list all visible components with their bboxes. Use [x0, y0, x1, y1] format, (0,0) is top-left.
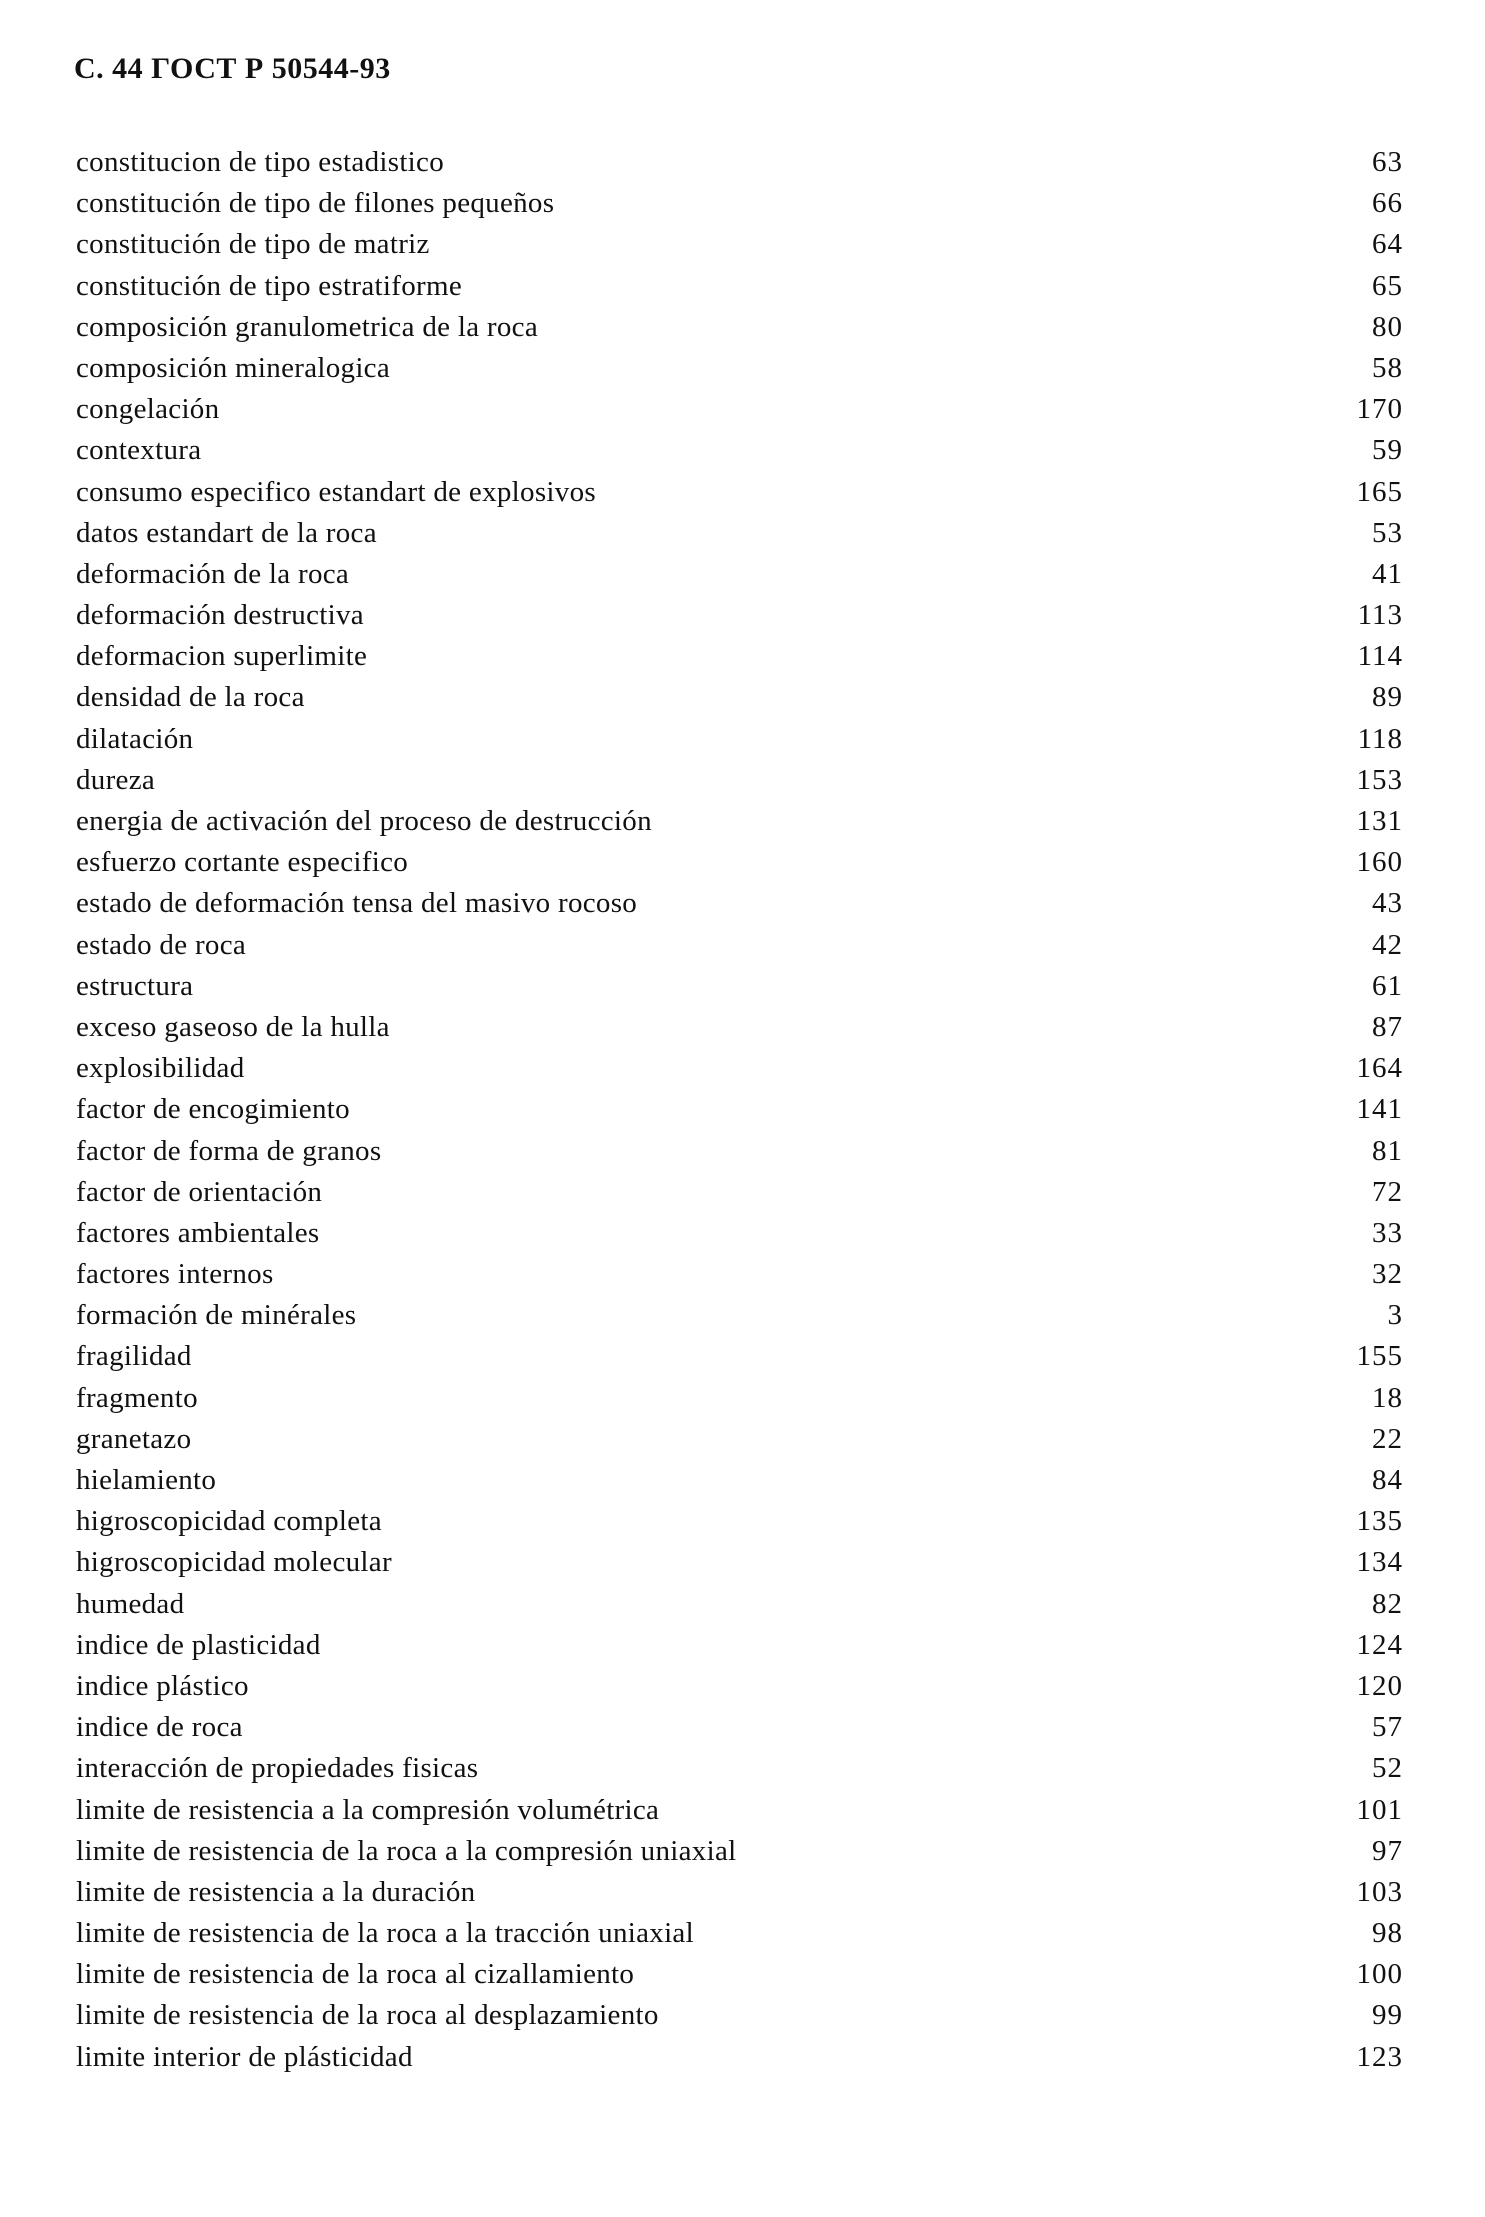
index-term: fragmento	[76, 1381, 198, 1414]
index-term: factor de encogimiento	[76, 1093, 350, 1126]
index-entry	[76, 1666, 1403, 1707]
index-entry	[76, 1995, 1403, 2036]
index-entry	[76, 1172, 1403, 1213]
index-entry	[76, 1501, 1403, 1542]
index-entry	[76, 719, 1403, 760]
index-page-number: 82	[1372, 1587, 1403, 1620]
index-entry	[76, 224, 1403, 265]
index-page-number: 87	[1372, 1010, 1403, 1043]
index-term: fragilidad	[76, 1340, 192, 1373]
index-entry	[76, 1213, 1403, 1254]
index-page-number: 66	[1372, 187, 1403, 220]
index-entry	[76, 1378, 1403, 1419]
index-term: exceso gaseoso de la hulla	[76, 1010, 390, 1043]
index-page-number: 80	[1372, 310, 1403, 343]
index-entry	[76, 266, 1403, 307]
index-term: estructura	[76, 969, 194, 1002]
index-page-number: 99	[1372, 1999, 1403, 2032]
index-term: limite de resistencia de la roca al cizallamiento	[76, 1958, 635, 1991]
index-entry	[76, 554, 1403, 595]
index-page-number: 141	[1356, 1093, 1403, 1126]
index-page-number: 120	[1356, 1669, 1403, 1702]
index-page-number: 98	[1372, 1917, 1403, 1950]
index-page-number: 164	[1356, 1052, 1403, 1085]
index-entry	[76, 1295, 1403, 1336]
index-page-number: 101	[1356, 1793, 1403, 1826]
index-entry	[76, 1048, 1403, 1089]
index-entry	[76, 1419, 1403, 1460]
index-page-number: 170	[1356, 393, 1403, 426]
index-page-number: 153	[1356, 763, 1403, 796]
index-term: hielamiento	[76, 1464, 217, 1496]
index-term: esfuerzo cortante especifico	[76, 846, 409, 879]
index-term: limite de resistencia de la roca a la compresión uniaxial	[76, 1834, 737, 1867]
index-term: consumo especifico estandart de explosivos	[76, 475, 596, 508]
index-entry	[76, 1542, 1403, 1583]
index-entry	[76, 1954, 1403, 1995]
index-page-number: 89	[1372, 681, 1403, 714]
index-entry	[76, 1584, 1403, 1625]
index-term: factor de orientación	[76, 1175, 323, 1208]
index-term: constitucion de tipo estadistico	[76, 146, 445, 178]
index-page-number: 32	[1372, 1258, 1403, 1291]
index-page-number: 61	[1372, 969, 1403, 1002]
index-term: indice de roca	[76, 1711, 243, 1744]
index-term: dureza	[76, 763, 156, 796]
index-term: formación de minérales	[76, 1299, 357, 1332]
index-page-number: 41	[1372, 557, 1403, 590]
index-term: higroscopicidad completa	[76, 1505, 382, 1538]
index-page-number: 72	[1372, 1175, 1403, 1208]
index-page-number: 22	[1372, 1422, 1403, 1455]
index-entry	[76, 430, 1403, 471]
index-page-number: 63	[1372, 146, 1403, 178]
index-entry	[76, 760, 1403, 801]
index-page-number: 160	[1356, 846, 1403, 879]
index-page-number: 100	[1356, 1958, 1403, 1991]
index-entry	[76, 1460, 1403, 1501]
index-term: factores internos	[76, 1258, 274, 1291]
index-entry	[76, 1131, 1403, 1172]
index-page-number: 103	[1356, 1875, 1403, 1908]
index-page-number: 65	[1372, 269, 1403, 302]
index-page-number: 18	[1372, 1381, 1403, 1414]
index-entry	[76, 636, 1403, 677]
index-page-number: 33	[1372, 1216, 1403, 1249]
index-page-number: 165	[1356, 475, 1403, 508]
index-page-number: 131	[1356, 805, 1403, 837]
index-term: congelación	[76, 393, 220, 426]
index-term: deformación destructiva	[76, 599, 364, 632]
index-term: energia de activación del proceso de destrucción	[76, 805, 652, 837]
index-page-number: 42	[1372, 928, 1403, 961]
index-page-number: 57	[1372, 1711, 1403, 1744]
index-term: indice de plasticidad	[76, 1628, 321, 1661]
index-term: interacción de propiedades fisicas	[76, 1752, 479, 1785]
index-term: deformación de la roca	[76, 557, 350, 590]
index-page-number: 52	[1372, 1752, 1403, 1785]
index-entry	[76, 472, 1403, 513]
index-term: limite de resistencia a la duración	[76, 1875, 476, 1908]
index-term: limite de resistencia de la roca a la tracción uniaxial	[76, 1917, 694, 1950]
index-term: limite de resistencia de la roca al desplazamiento	[76, 1999, 659, 2032]
index-entry	[76, 1625, 1403, 1666]
index-term: constitución de tipo estratiforme	[76, 269, 462, 302]
index-entry	[76, 513, 1403, 554]
index-entry	[76, 348, 1403, 389]
index-entry	[76, 1089, 1403, 1130]
index-page-number: 43	[1372, 887, 1403, 920]
index-term: deformacion superlimite	[76, 640, 368, 673]
index-term: constitución de tipo de filones pequeños	[76, 187, 555, 220]
index-entry	[76, 595, 1403, 636]
index-term: factor de forma de granos	[76, 1134, 382, 1167]
index-entry	[76, 1007, 1403, 1048]
index-entry	[76, 2037, 1403, 2078]
index-entry	[76, 1872, 1403, 1913]
index-entry	[76, 1790, 1403, 1831]
index-entry	[76, 1913, 1403, 1954]
index-page-number: 155	[1356, 1340, 1403, 1373]
index-term: densidad de la roca	[76, 681, 305, 714]
index-page-number: 123	[1356, 2040, 1403, 2073]
index-term: higroscopicidad molecular	[76, 1546, 392, 1579]
index-entry	[76, 801, 1403, 842]
index-entry	[76, 883, 1403, 924]
index-term: factores ambientales	[76, 1216, 320, 1249]
index-entry	[76, 925, 1403, 966]
index-page-number: 135	[1356, 1505, 1403, 1538]
index-page-number: 3	[1387, 1299, 1403, 1332]
index-page-number: 97	[1372, 1834, 1403, 1867]
index-term: dilatación	[76, 722, 194, 755]
index-term: explosibilidad	[76, 1052, 245, 1085]
index-page-number: 118	[1357, 722, 1403, 755]
index-page-number: 124	[1356, 1628, 1403, 1661]
index-term: granetazo	[76, 1422, 192, 1455]
index-term: composición granulometrica de la roca	[76, 310, 539, 343]
index-term: indice plástico	[76, 1669, 249, 1702]
index-term: estado de roca	[76, 928, 247, 961]
index-page-number: 59	[1372, 434, 1403, 467]
index-page-number: 114	[1357, 640, 1403, 673]
index-entry	[76, 1707, 1403, 1748]
index-page-number: 113	[1357, 599, 1403, 632]
index-entry	[76, 842, 1403, 883]
index-page-number: 81	[1372, 1134, 1403, 1167]
index-page-number: 84	[1372, 1464, 1403, 1496]
index-entry	[76, 966, 1403, 1007]
index-list	[76, 142, 1403, 2078]
index-entry	[76, 183, 1403, 224]
index-entry	[76, 389, 1403, 430]
index-term: limite interior de plásticidad	[76, 2040, 413, 2073]
index-term: limite de resistencia a la compresión volumétrica	[76, 1793, 660, 1826]
page-header: С. 44 ГОСТ Р 50544-93	[74, 52, 391, 85]
index-page-number: 58	[1372, 351, 1403, 384]
index-page-number: 53	[1372, 516, 1403, 549]
index-term: composición mineralogica	[76, 351, 391, 384]
index-term: datos estandart de la roca	[76, 516, 377, 549]
index-entry	[76, 1748, 1403, 1789]
index-term: constitución de tipo de matriz	[76, 228, 430, 261]
index-term: humedad	[76, 1587, 185, 1620]
index-entry	[76, 307, 1403, 348]
index-entry	[76, 1831, 1403, 1872]
index-entry	[76, 677, 1403, 718]
index-term: contextura	[76, 434, 202, 467]
index-page-number: 64	[1372, 228, 1403, 261]
index-entry	[76, 142, 1403, 183]
index-entry	[76, 1336, 1403, 1377]
index-entry	[76, 1254, 1403, 1295]
index-term: estado de deformación tensa del masivo rocoso	[76, 887, 638, 920]
index-page-number: 134	[1356, 1546, 1403, 1579]
